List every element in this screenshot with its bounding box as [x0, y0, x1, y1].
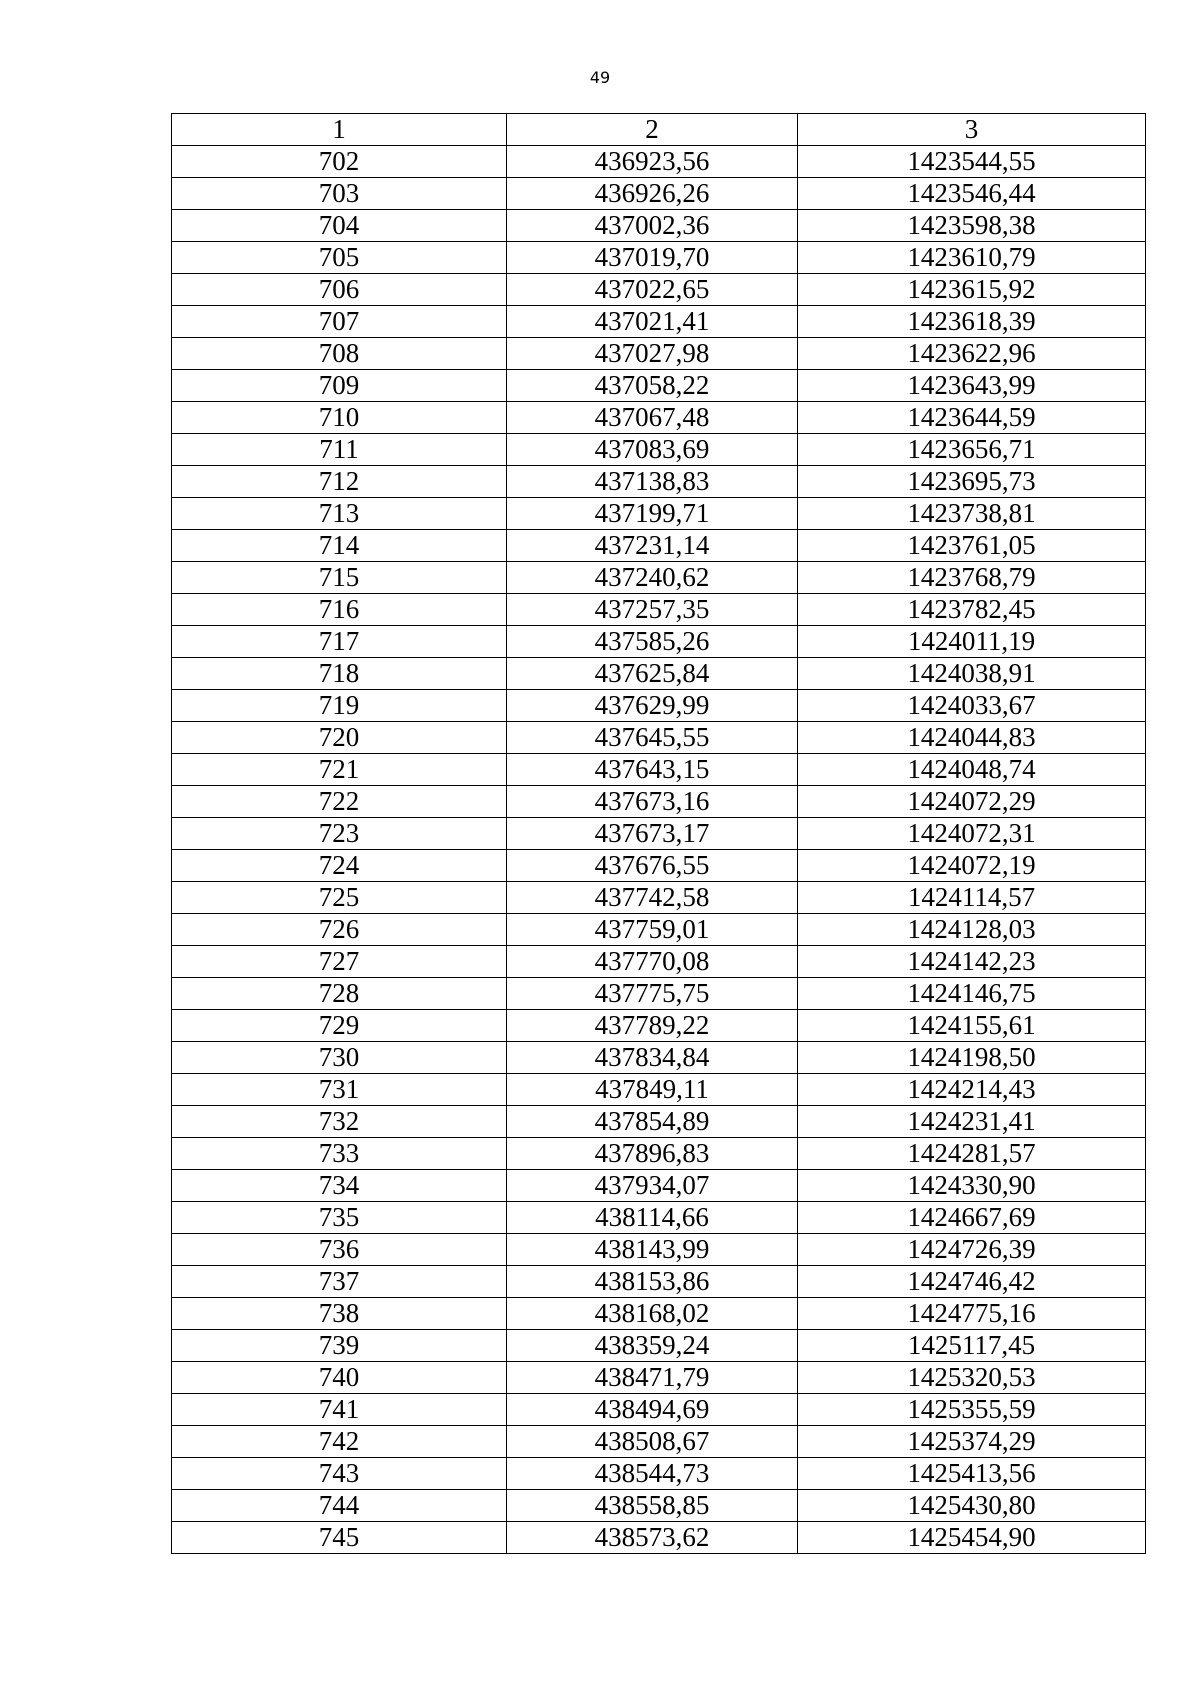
- point-number-cell: 713: [172, 498, 507, 530]
- point-number-cell: 736: [172, 1234, 507, 1266]
- point-number-cell: 744: [172, 1490, 507, 1522]
- coordinate-y-cell: 1424033,67: [798, 690, 1146, 722]
- point-number-cell: 706: [172, 274, 507, 306]
- coordinate-y-cell: 1424214,43: [798, 1074, 1146, 1106]
- point-number-cell: 725: [172, 882, 507, 914]
- coordinate-x-cell: 437199,71: [507, 498, 798, 530]
- table-row: [172, 1298, 1146, 1330]
- coordinate-x-cell: 437759,01: [507, 914, 798, 946]
- table-row: [172, 594, 1146, 626]
- table-row: [172, 1170, 1146, 1202]
- coordinate-y-cell: 1424114,57: [798, 882, 1146, 914]
- coordinate-x-cell: 438558,85: [507, 1490, 798, 1522]
- coordinate-y-cell: 1423782,45: [798, 594, 1146, 626]
- table-row: [172, 1234, 1146, 1266]
- coordinate-x-cell: 437775,75: [507, 978, 798, 1010]
- coordinate-x-cell: 437231,14: [507, 530, 798, 562]
- coordinate-y-cell: 1425430,80: [798, 1490, 1146, 1522]
- coordinate-x-cell: 437673,16: [507, 786, 798, 818]
- point-number-cell: 740: [172, 1362, 507, 1394]
- coordinate-y-cell: 1424038,91: [798, 658, 1146, 690]
- point-number-cell: 735: [172, 1202, 507, 1234]
- point-number-cell: 737: [172, 1266, 507, 1298]
- coordinate-y-cell: 1424726,39: [798, 1234, 1146, 1266]
- coordinate-y-cell: 1423644,59: [798, 402, 1146, 434]
- point-number-cell: 745: [172, 1522, 507, 1554]
- coordinate-x-cell: 437849,11: [507, 1074, 798, 1106]
- coordinate-y-cell: 1424667,69: [798, 1202, 1146, 1234]
- coordinate-x-cell: 437934,07: [507, 1170, 798, 1202]
- coordinate-y-cell: 1424198,50: [798, 1042, 1146, 1074]
- table-row: [172, 882, 1146, 914]
- point-number-cell: 743: [172, 1458, 507, 1490]
- coordinate-x-cell: 437585,26: [507, 626, 798, 658]
- coordinate-y-cell: 1424011,19: [798, 626, 1146, 658]
- point-number-cell: 704: [172, 210, 507, 242]
- point-number-cell: 728: [172, 978, 507, 1010]
- point-number-cell: 718: [172, 658, 507, 690]
- coordinate-x-cell: 437643,15: [507, 754, 798, 786]
- coordinate-x-cell: 437896,83: [507, 1138, 798, 1170]
- table-row: [172, 978, 1146, 1010]
- table-row: [172, 1042, 1146, 1074]
- coordinate-y-cell: 1423761,05: [798, 530, 1146, 562]
- coordinate-x-cell: 437645,55: [507, 722, 798, 754]
- point-number-cell: 734: [172, 1170, 507, 1202]
- coordinate-y-cell: 1423643,99: [798, 370, 1146, 402]
- coordinate-x-cell: 437742,58: [507, 882, 798, 914]
- coordinate-x-cell: 437138,83: [507, 466, 798, 498]
- coordinate-y-cell: 1423622,96: [798, 338, 1146, 370]
- coordinate-y-cell: 1424072,31: [798, 818, 1146, 850]
- coordinate-x-cell: 438508,67: [507, 1426, 798, 1458]
- table-row: [172, 626, 1146, 658]
- coordinate-y-cell: 1424072,19: [798, 850, 1146, 882]
- coordinate-y-cell: 1425117,45: [798, 1330, 1146, 1362]
- table-body: [172, 146, 1146, 1554]
- coordinate-y-cell: 1424048,74: [798, 754, 1146, 786]
- table-row: [172, 818, 1146, 850]
- table-row: [172, 1106, 1146, 1138]
- page-number: 49: [589, 68, 611, 87]
- coordinate-x-cell: 437834,84: [507, 1042, 798, 1074]
- table-row: [172, 498, 1146, 530]
- table-row: [172, 338, 1146, 370]
- point-number-cell: 712: [172, 466, 507, 498]
- table-row: [172, 1010, 1146, 1042]
- table-row: [172, 402, 1146, 434]
- point-number-cell: 702: [172, 146, 507, 178]
- point-number-cell: 724: [172, 850, 507, 882]
- point-number-cell: 721: [172, 754, 507, 786]
- table-row: [172, 530, 1146, 562]
- coordinate-x-cell: 437002,36: [507, 210, 798, 242]
- coordinate-y-cell: 1425320,53: [798, 1362, 1146, 1394]
- coordinate-y-cell: 1423768,79: [798, 562, 1146, 594]
- table-row: [172, 1074, 1146, 1106]
- coordinate-y-cell: 1423610,79: [798, 242, 1146, 274]
- point-number-cell: 732: [172, 1106, 507, 1138]
- point-number-cell: 711: [172, 434, 507, 466]
- table-row: [172, 1426, 1146, 1458]
- table-row: [172, 914, 1146, 946]
- coordinate-x-cell: 438573,62: [507, 1522, 798, 1554]
- coordinate-x-cell: 437027,98: [507, 338, 798, 370]
- coordinate-y-cell: 1424155,61: [798, 1010, 1146, 1042]
- point-number-cell: 738: [172, 1298, 507, 1330]
- point-number-cell: 714: [172, 530, 507, 562]
- table-row: [172, 274, 1146, 306]
- coordinate-x-cell: 437854,89: [507, 1106, 798, 1138]
- point-number-cell: 726: [172, 914, 507, 946]
- coordinate-x-cell: 437240,62: [507, 562, 798, 594]
- coordinate-y-cell: 1423546,44: [798, 178, 1146, 210]
- point-number-cell: 739: [172, 1330, 507, 1362]
- coordinate-y-cell: 1423738,81: [798, 498, 1146, 530]
- table-row: [172, 146, 1146, 178]
- coordinate-x-cell: 437257,35: [507, 594, 798, 626]
- table-row: [172, 562, 1146, 594]
- coordinate-y-cell: 1425374,29: [798, 1426, 1146, 1458]
- coordinate-y-cell: 1424746,42: [798, 1266, 1146, 1298]
- point-number-cell: 720: [172, 722, 507, 754]
- table-row: [172, 370, 1146, 402]
- coordinate-y-cell: 1424128,03: [798, 914, 1146, 946]
- coordinates-table: [171, 113, 1146, 1554]
- coordinate-y-cell: 1424281,57: [798, 1138, 1146, 1170]
- coordinate-x-cell: 437770,08: [507, 946, 798, 978]
- coordinate-y-cell: 1424044,83: [798, 722, 1146, 754]
- coordinate-y-cell: 1424146,75: [798, 978, 1146, 1010]
- point-number-cell: 707: [172, 306, 507, 338]
- table-row: [172, 850, 1146, 882]
- point-number-cell: 741: [172, 1394, 507, 1426]
- coordinate-x-cell: 438359,24: [507, 1330, 798, 1362]
- table-row: [172, 466, 1146, 498]
- table-row: [172, 1362, 1146, 1394]
- coordinate-x-cell: 438471,79: [507, 1362, 798, 1394]
- coordinate-x-cell: 438168,02: [507, 1298, 798, 1330]
- point-number-cell: 742: [172, 1426, 507, 1458]
- coordinate-x-cell: 437673,17: [507, 818, 798, 850]
- coordinate-x-cell: 437789,22: [507, 1010, 798, 1042]
- coordinate-y-cell: 1425454,90: [798, 1522, 1146, 1554]
- table-row: [172, 242, 1146, 274]
- table-row: [172, 210, 1146, 242]
- table-row: [172, 754, 1146, 786]
- coordinate-y-cell: 1424231,41: [798, 1106, 1146, 1138]
- coordinate-x-cell: 438143,99: [507, 1234, 798, 1266]
- table-row: [172, 658, 1146, 690]
- column-header-2: 2: [507, 114, 798, 146]
- coordinate-x-cell: 437067,48: [507, 402, 798, 434]
- point-number-cell: 715: [172, 562, 507, 594]
- table-row: [172, 1522, 1146, 1554]
- coordinate-x-cell: 437022,65: [507, 274, 798, 306]
- point-number-cell: 733: [172, 1138, 507, 1170]
- point-number-cell: 717: [172, 626, 507, 658]
- table-row: [172, 434, 1146, 466]
- table-row: [172, 178, 1146, 210]
- point-number-cell: 727: [172, 946, 507, 978]
- coordinate-x-cell: 437629,99: [507, 690, 798, 722]
- table-row: [172, 306, 1146, 338]
- coordinate-x-cell: 438114,66: [507, 1202, 798, 1234]
- coordinate-x-cell: 438494,69: [507, 1394, 798, 1426]
- table-row: [172, 1330, 1146, 1362]
- table-header-row: [172, 114, 1146, 146]
- coordinate-x-cell: 438544,73: [507, 1458, 798, 1490]
- table-row: [172, 690, 1146, 722]
- coordinate-y-cell: 1423615,92: [798, 274, 1146, 306]
- coordinate-x-cell: 436923,56: [507, 146, 798, 178]
- coordinate-y-cell: 1425355,59: [798, 1394, 1146, 1426]
- point-number-cell: 723: [172, 818, 507, 850]
- point-number-cell: 731: [172, 1074, 507, 1106]
- coordinate-y-cell: 1423544,55: [798, 146, 1146, 178]
- table-row: [172, 1458, 1146, 1490]
- point-number-cell: 722: [172, 786, 507, 818]
- coordinate-y-cell: 1424142,23: [798, 946, 1146, 978]
- coordinate-y-cell: 1424072,29: [798, 786, 1146, 818]
- column-header-3: 3: [798, 114, 1146, 146]
- coordinate-x-cell: 437676,55: [507, 850, 798, 882]
- table-row: [172, 1266, 1146, 1298]
- table-row: [172, 946, 1146, 978]
- point-number-cell: 703: [172, 178, 507, 210]
- table-row: [172, 1138, 1146, 1170]
- table-row: [172, 786, 1146, 818]
- coordinate-y-cell: 1423695,73: [798, 466, 1146, 498]
- column-header-1: 1: [172, 114, 507, 146]
- point-number-cell: 708: [172, 338, 507, 370]
- point-number-cell: 730: [172, 1042, 507, 1074]
- point-number-cell: 719: [172, 690, 507, 722]
- coordinate-y-cell: 1424775,16: [798, 1298, 1146, 1330]
- point-number-cell: 710: [172, 402, 507, 434]
- table-row: [172, 722, 1146, 754]
- table-row: [172, 1490, 1146, 1522]
- point-number-cell: 705: [172, 242, 507, 274]
- coordinate-x-cell: 438153,86: [507, 1266, 798, 1298]
- table-row: [172, 1202, 1146, 1234]
- point-number-cell: 709: [172, 370, 507, 402]
- coordinate-x-cell: 436926,26: [507, 178, 798, 210]
- coordinate-x-cell: 437083,69: [507, 434, 798, 466]
- point-number-cell: 716: [172, 594, 507, 626]
- coordinate-x-cell: 437021,41: [507, 306, 798, 338]
- coordinate-y-cell: 1423618,39: [798, 306, 1146, 338]
- coordinate-y-cell: 1424330,90: [798, 1170, 1146, 1202]
- point-number-cell: 729: [172, 1010, 507, 1042]
- coordinate-x-cell: 437625,84: [507, 658, 798, 690]
- coordinate-y-cell: 1425413,56: [798, 1458, 1146, 1490]
- coordinate-y-cell: 1423656,71: [798, 434, 1146, 466]
- coordinate-x-cell: 437019,70: [507, 242, 798, 274]
- table-row: [172, 1394, 1146, 1426]
- coordinate-x-cell: 437058,22: [507, 370, 798, 402]
- coordinate-y-cell: 1423598,38: [798, 210, 1146, 242]
